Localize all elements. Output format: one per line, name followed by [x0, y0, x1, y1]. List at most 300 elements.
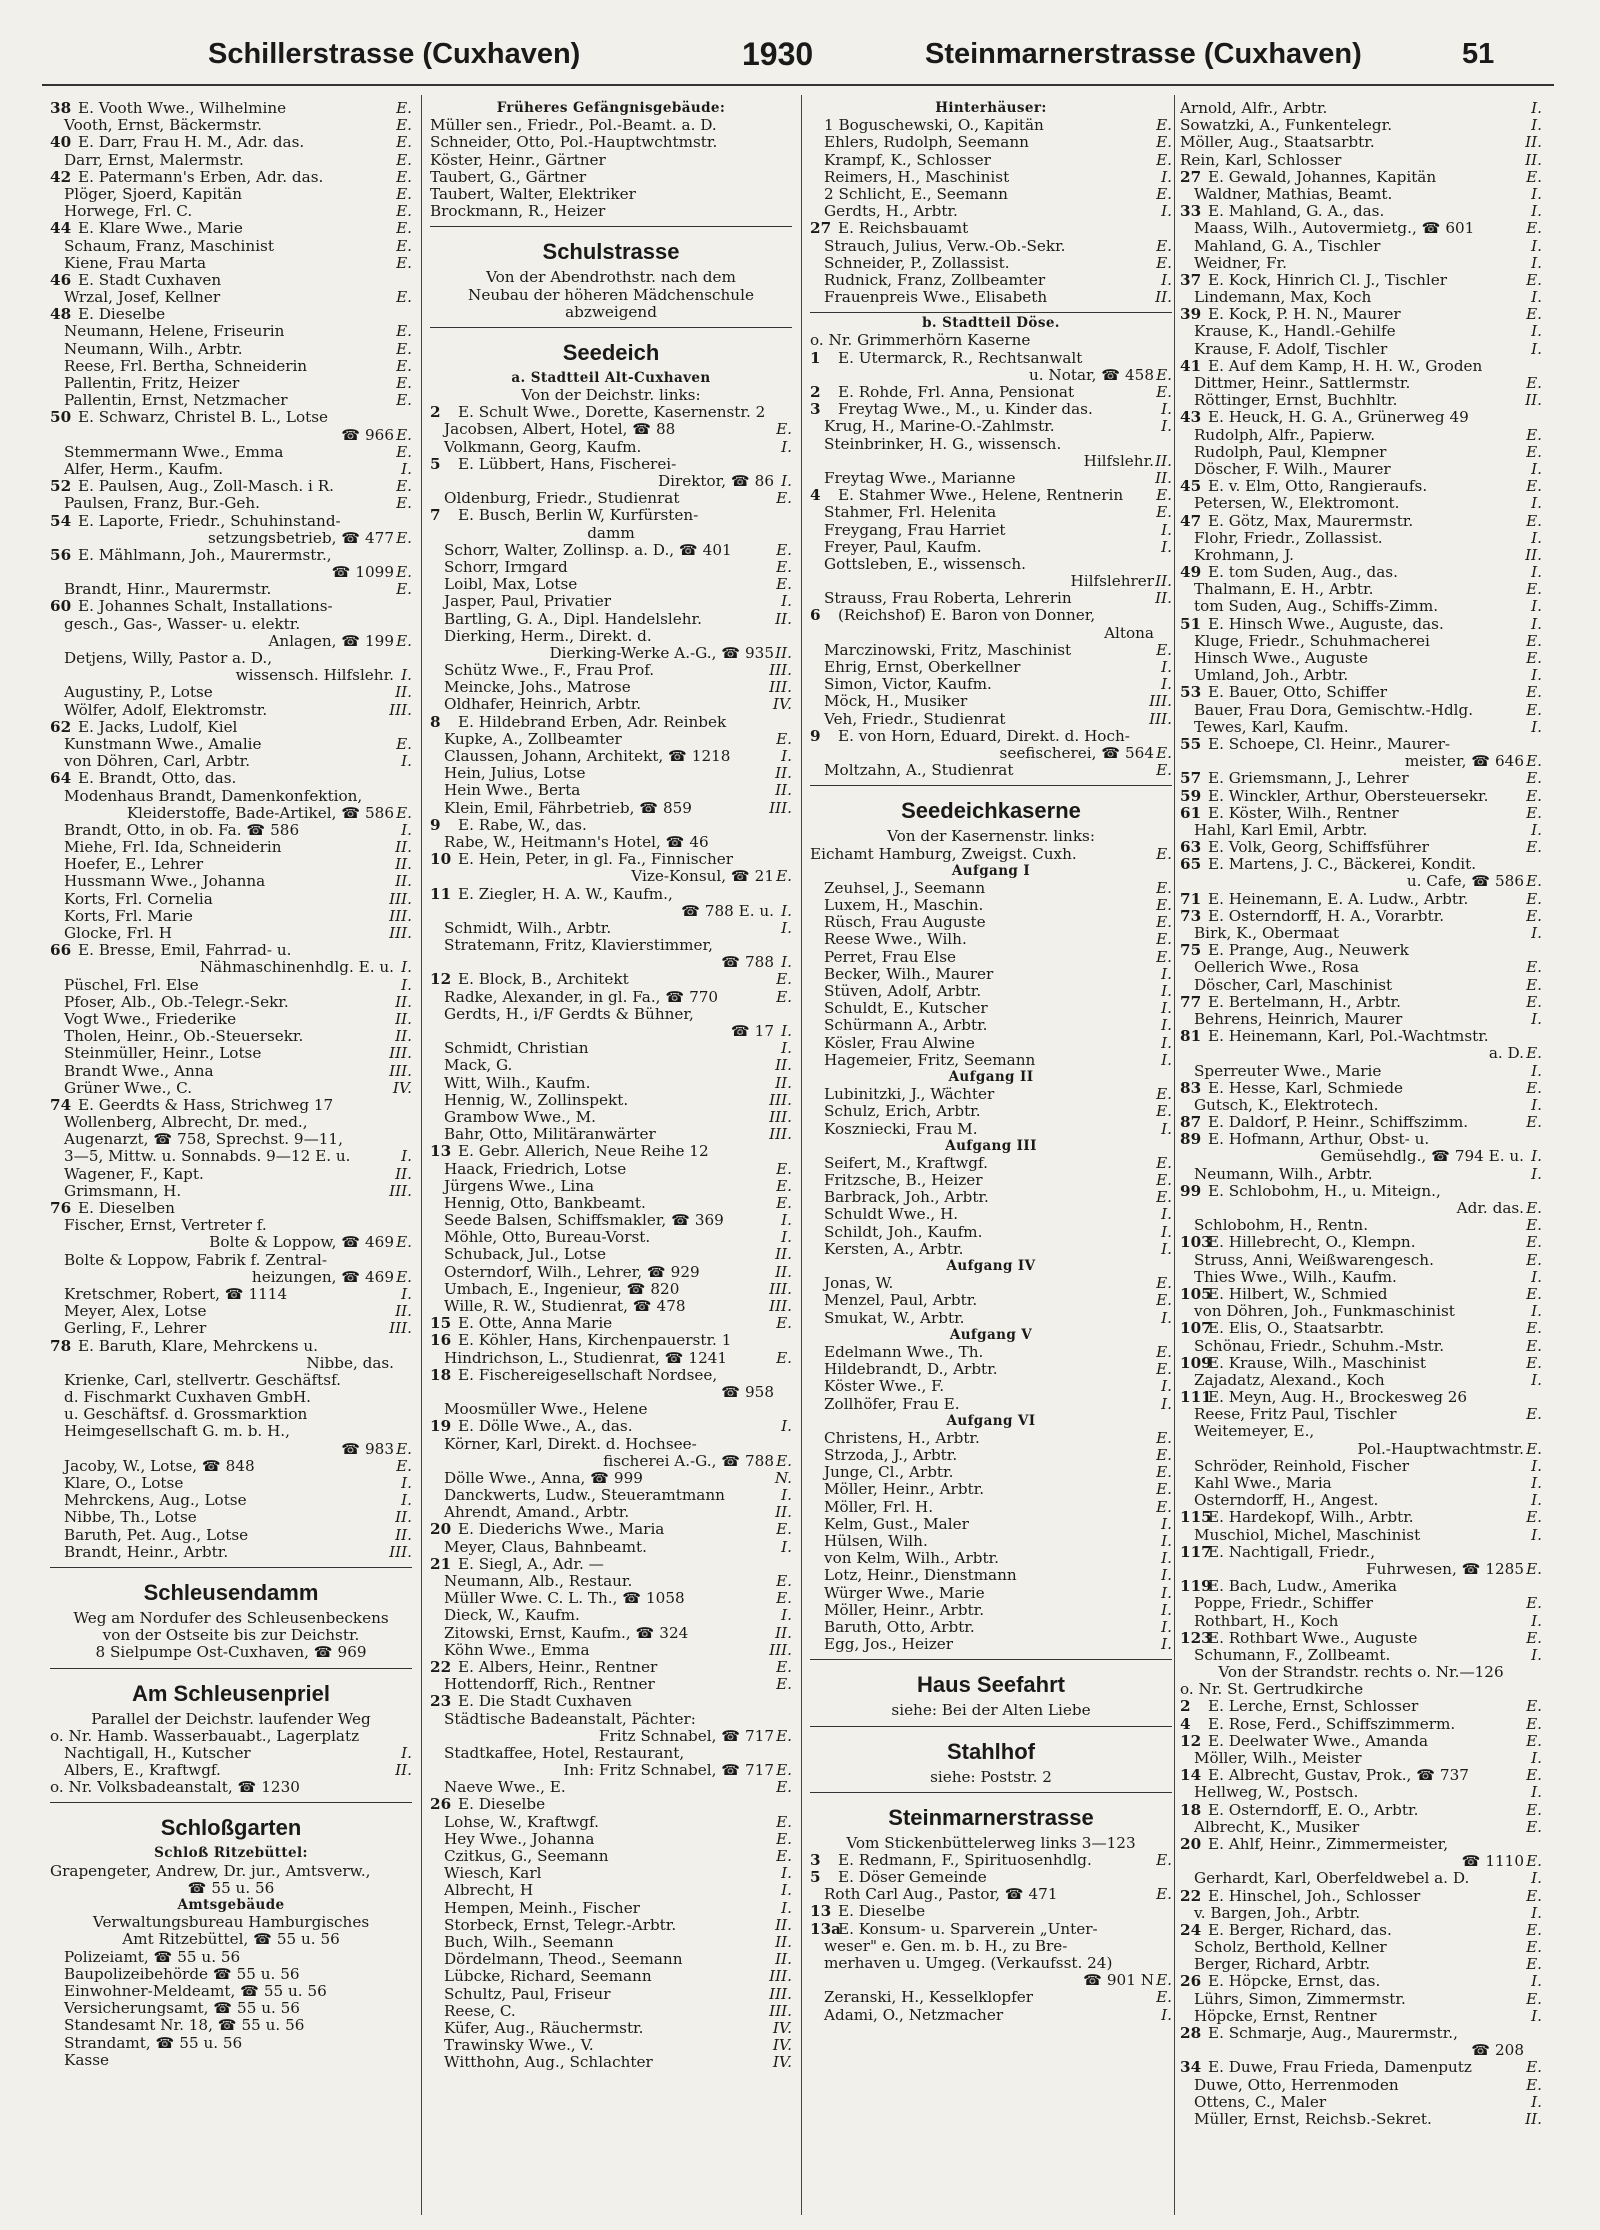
directory-entry — [810, 1103, 1172, 1120]
entry-text: E. Rothbart Wwe., Auguste — [1208, 1629, 1418, 1647]
entry-text: ☎ 17 — [730, 1023, 774, 1040]
directory-entry — [430, 1367, 792, 1384]
house-number: 4 — [810, 487, 821, 505]
floor-marker: I. — [401, 821, 412, 839]
directory-entry — [1180, 684, 1542, 701]
entry-text: Dieck, W., Kaufm. — [444, 1607, 580, 1625]
house-number: 61 — [1180, 804, 1202, 822]
floor-marker: E. — [396, 375, 412, 392]
entry-text: Reese, C. — [444, 2002, 516, 2020]
entry-text: E. Paulsen, Aug., Zoll-Masch. i R. — [78, 478, 334, 496]
directory-entry — [430, 1075, 792, 1092]
directory-entry — [50, 530, 412, 547]
directory-entry — [810, 590, 1172, 607]
directory-entry — [50, 220, 412, 237]
directory-entry — [430, 1487, 792, 1504]
directory-entry — [50, 598, 412, 615]
section-rule — [810, 785, 1172, 786]
directory-entry — [50, 1441, 412, 1458]
entry-text: o. Nr. St. Gertrudkirche — [1180, 1681, 1364, 1699]
entry-text: Möller, Heinr., Arbtr. — [824, 1601, 985, 1619]
entry-text: Modenhaus Brandt, Damenkonfektion, — [64, 787, 363, 805]
header-rule — [42, 84, 1554, 86]
floor-marker: III. — [389, 701, 412, 719]
directory-entry — [810, 1585, 1172, 1602]
floor-marker: E. — [776, 1315, 792, 1333]
floor-marker: I. — [1531, 1973, 1542, 1991]
entry-text: Mack, G. — [444, 1057, 513, 1075]
floor-marker: I. — [1531, 1612, 1542, 1630]
entry-text: E. Heinemann, E. A. Ludw., Arbtr. — [1208, 890, 1469, 908]
entry-text: Stadtkaffee, Hotel, Restaurant, — [444, 1744, 685, 1762]
entry-text: Korts, Frl. Marie — [64, 907, 193, 925]
floor-marker: E. — [1526, 1629, 1542, 1647]
directory-entry — [810, 1344, 1172, 1361]
directory-entry — [810, 1121, 1172, 1138]
directory-entry — [1180, 203, 1542, 220]
entry-text: Hinsch Wwe., Auguste — [1194, 650, 1369, 667]
entry-text: von Kelm, Wilh., Arbtr. — [824, 1550, 999, 1568]
directory-entry — [50, 461, 412, 478]
entry-text: Seifert, M., Kraftwgf. — [824, 1154, 988, 1172]
floor-marker: E. — [1526, 512, 1542, 530]
directory-entry — [430, 1350, 792, 1367]
directory-entry — [810, 169, 1172, 186]
entry-text: Maass, Wilh., Autovermietg., ☎ 601 — [1194, 220, 1475, 238]
floor-marker: I. — [1161, 271, 1172, 289]
entry-text: heizungen, ☎ 469 — [251, 1268, 394, 1286]
directory-entry — [430, 834, 792, 851]
entry-text: Scholz, Berthold, Kellner — [1194, 1939, 1387, 1957]
entry-text: Poppe, Friedr., Schiffer — [1194, 1595, 1373, 1613]
directory-entry — [1180, 942, 1542, 959]
directory-entry — [810, 1017, 1172, 1034]
directory-entry — [1180, 1389, 1542, 1406]
entry-text: Schneider, P., Zollassist. — [824, 254, 1010, 272]
floor-marker: E. — [1526, 684, 1542, 702]
directory-entry — [810, 693, 1172, 710]
street-heading: Schleusendamm — [143, 1579, 319, 1605]
floor-marker: I. — [781, 1487, 792, 1505]
directory-entry — [50, 169, 412, 186]
entry-text: u. Geschäftsf. d. Grossmarktion — [64, 1406, 308, 1424]
floor-marker: I. — [1161, 1567, 1172, 1585]
directory-entry — [810, 1224, 1172, 1241]
entry-text: Becker, Wilh., Maurer — [824, 965, 994, 983]
house-number: 119 — [1180, 1578, 1212, 1596]
entry-text: 2 Schlicht, E., Seemann — [824, 185, 1008, 203]
entry-text: E. Laporte, Friedr., Schuhinstand- — [78, 512, 341, 530]
entry-text: Brandt, Hinr., Maurermstr. — [64, 581, 272, 599]
street-heading: Stahlhof — [947, 1738, 1035, 1764]
floor-marker: E. — [776, 1762, 792, 1780]
directory-entry — [50, 839, 412, 856]
entry-text: Grüner Wwe., C. — [64, 1079, 193, 1097]
floor-marker: I. — [781, 1212, 792, 1230]
floor-marker: I. — [1161, 521, 1172, 539]
floor-marker: IV. — [772, 2054, 792, 2072]
floor-marker: I. — [1531, 821, 1542, 839]
house-number: 18 — [1180, 1801, 1202, 1819]
directory-entry — [1180, 1011, 1542, 1028]
house-number: 83 — [1180, 1079, 1202, 1097]
entry-text: Döscher, Carl, Maschinist — [1194, 976, 1393, 994]
directory-entry — [1180, 2042, 1542, 2059]
entry-text: Krause, F. Adolf, Tischler — [1194, 340, 1388, 358]
directory-entry — [50, 392, 412, 409]
floor-marker: I. — [1161, 1550, 1172, 1568]
floor-marker: E. — [1156, 931, 1172, 949]
directory-entry — [430, 1453, 792, 1470]
directory-entry — [1180, 1200, 1542, 1217]
entry-text: Reimers, H., Maschinist — [824, 168, 1010, 186]
floor-marker: E. — [1156, 151, 1172, 169]
entry-text: E. Schmarje, Aug., Maurermstr., — [1208, 2025, 1458, 2042]
house-number: 38 — [50, 100, 72, 117]
floor-marker: E. — [1526, 770, 1542, 788]
entry-text: Neumann, Helene, Friseurin — [64, 323, 285, 341]
entry-text: Hilfslehrer — [1070, 573, 1154, 591]
entry-text: Adami, O., Netzmacher — [824, 2006, 1004, 2024]
floor-marker: E. — [776, 868, 792, 886]
entry-text: Bolte & Loppow, Fabrik f. Zentral- — [64, 1251, 327, 1269]
directory-entry — [430, 1315, 792, 1332]
directory-entry — [430, 269, 792, 286]
entry-text: Strzoda, J., Arbtr. — [824, 1447, 958, 1465]
section-rule — [430, 226, 792, 227]
entry-text: Hein Wwe., Berta — [444, 782, 581, 800]
floor-marker: E. — [1526, 1217, 1542, 1235]
floor-marker: E. — [396, 340, 412, 358]
floor-marker: III. — [389, 907, 412, 925]
floor-marker: E. — [1526, 1595, 1542, 1613]
entry-text: Oellerich Wwe., Rosa — [1194, 959, 1359, 977]
entry-text: Luxem, H., Maschin. — [824, 897, 984, 915]
directory-entry — [1180, 1355, 1542, 1372]
floor-marker: E. — [776, 490, 792, 508]
floor-marker: E. — [396, 581, 412, 599]
floor-marker: I. — [401, 667, 412, 685]
directory-entry — [50, 908, 412, 925]
entry-text: Dierking-Werke A.-G., ☎ 935 — [549, 644, 774, 662]
floor-marker: I. — [1531, 1268, 1542, 1286]
directory-entry — [1180, 1131, 1542, 1148]
floor-marker: E. — [1526, 1320, 1542, 1338]
directory-entry — [50, 1097, 412, 1114]
entry-text: Marczinowski, Fritz, Maschinist — [824, 641, 1072, 659]
entry-text: Müller sen., Friedr., Pol.-Beamt. a. D. — [430, 117, 717, 135]
entry-text: Von der Strandstr. rechts o. Nr.—126 — [1218, 1664, 1504, 1682]
directory-entry — [50, 1200, 412, 1217]
entry-text: Hoefer, E., Lehrer — [64, 856, 204, 874]
floor-marker: I. — [781, 1607, 792, 1625]
directory-entry — [810, 828, 1172, 845]
floor-marker: E. — [1526, 1921, 1542, 1939]
directory-entry — [50, 186, 412, 203]
house-number: 20 — [1180, 1835, 1202, 1853]
entry-text: Oldenburg, Friedr., Studienrat — [444, 490, 680, 508]
house-number: 13 — [810, 1903, 832, 1921]
floor-marker: I. — [1531, 1492, 1542, 1510]
directory-entry — [430, 576, 792, 593]
entry-text: Eichamt Hamburg, Zweigst. Cuxh. — [810, 845, 1077, 863]
house-number: 109 — [1180, 1354, 1212, 1372]
directory-entry — [50, 238, 412, 255]
directory-entry — [810, 1241, 1172, 1258]
entry-text: Hennig, W., Zollinspekt. — [444, 1091, 629, 1109]
directory-entry — [50, 1372, 412, 1389]
entry-text: wissensch. Hilfslehr. — [235, 667, 394, 685]
floor-marker: E. — [1526, 650, 1542, 667]
house-number: 12 — [1180, 1732, 1202, 1750]
entry-text: Simon, Victor, Kaufm. — [824, 676, 992, 694]
entry-text: Anlagen, ☎ 199 — [268, 632, 394, 650]
directory-entry — [810, 1275, 1172, 1292]
directory-entry — [1180, 1939, 1542, 1956]
house-number: 7 — [430, 507, 441, 525]
entry-text: a. Stadtteil Alt-Cuxhaven — [511, 369, 711, 386]
entry-text: Vom Stickenbüttelerweg links 3—123 — [846, 1834, 1136, 1852]
directory-entry — [50, 1423, 412, 1440]
directory-entry — [1180, 117, 1542, 134]
directory-entry — [810, 539, 1172, 556]
entry-text: Lubinitzki, J., Wächter — [824, 1086, 995, 1104]
entry-text: E. Hesse, Karl, Schmiede — [1208, 1079, 1404, 1097]
directory-entry — [50, 2052, 412, 2069]
house-number: 89 — [1180, 1131, 1202, 1149]
entry-text: Christens, H., Arbtr. — [824, 1429, 980, 1447]
entry-text: E. Berger, Richard, das. — [1208, 1921, 1392, 1939]
floor-marker: I. — [1161, 1618, 1172, 1636]
floor-marker: II. — [395, 1762, 412, 1780]
entry-text: E. Hinsch Wwe., Auguste, das. — [1208, 615, 1444, 633]
directory-entry — [50, 977, 412, 994]
column-divider — [421, 95, 422, 2215]
floor-marker: E. — [1156, 1343, 1172, 1361]
directory-entry — [50, 719, 412, 736]
house-number: 27 — [810, 220, 832, 238]
floor-marker: I. — [781, 473, 792, 490]
entry-text: Horwege, Frl. C. — [64, 203, 193, 221]
directory-entry — [1180, 134, 1542, 151]
house-number: 34 — [1180, 2059, 1202, 2077]
entry-text: Grimsmann, H. — [64, 1182, 182, 1200]
subheading — [810, 1138, 1172, 1155]
floor-marker: I. — [1531, 323, 1542, 341]
floor-marker: I. — [1531, 254, 1542, 272]
directory-entry — [810, 2007, 1172, 2024]
entry-text: Möhle, Otto, Bureau-Vorst. — [444, 1229, 651, 1247]
directory-entry — [810, 255, 1172, 272]
directory-entry — [1180, 323, 1542, 340]
directory-entry — [1180, 547, 1542, 564]
entry-text: Frauenpreis Wwe., Elisabeth — [824, 289, 1048, 307]
floor-marker: E. — [396, 168, 412, 186]
house-number: 5 — [810, 1869, 821, 1887]
floor-marker: E. — [1156, 641, 1172, 659]
entry-text: Aufgang II — [948, 1068, 1034, 1085]
floor-marker: E. — [1156, 185, 1172, 203]
entry-text: Buch, Wilh., Seemann — [444, 1933, 614, 1951]
directory-entry — [810, 1886, 1172, 1903]
entry-text: Wollenberg, Albrecht, Dr. med., — [64, 1114, 308, 1132]
entry-text: Taubert, G., Gärtner — [430, 168, 587, 186]
entry-text: E. Meyn, Aug. H., Brockesweg 26 — [1208, 1389, 1468, 1407]
subheading — [810, 100, 1172, 117]
house-number: 76 — [50, 1200, 72, 1217]
entry-text: E. Götz, Max, Maurermstr. — [1208, 512, 1414, 530]
directory-entry — [1180, 1819, 1542, 1836]
directory-entry — [50, 203, 412, 220]
floor-marker: E. — [776, 1590, 792, 1608]
entry-text: E. Ahlf, Heinr., Zimmermeister, — [1208, 1835, 1449, 1853]
directory-entry — [1180, 495, 1542, 512]
floor-marker: II. — [775, 644, 792, 662]
floor-marker: I. — [781, 1538, 792, 1556]
floor-marker: E. — [1526, 1200, 1542, 1217]
entry-text: Rothbart, H., Koch — [1194, 1612, 1339, 1630]
directory-entry — [430, 1900, 792, 1917]
entry-text: E. Köhler, Hans, Kirchenpauerstr. 1 — [458, 1332, 732, 1350]
house-number: 111 — [1180, 1389, 1212, 1407]
entry-text: E. Stadt Cuxhaven — [78, 271, 222, 289]
floor-marker: I. — [781, 954, 792, 972]
entry-text: Oldhafer, Heinrich, Arbtr. — [444, 696, 642, 714]
directory-entry — [430, 851, 792, 868]
entry-text: Meyer, Claus, Bahnbeamt. — [444, 1538, 647, 1556]
directory-entry — [50, 547, 412, 564]
directory-entry — [50, 1966, 412, 1983]
directory-entry — [50, 805, 412, 822]
floor-marker: I. — [401, 1744, 412, 1762]
floor-marker: I. — [781, 902, 792, 920]
directory-entry — [810, 1636, 1172, 1653]
entry-text: Krienke, Carl, stellvertr. Geschäftsf. — [64, 1371, 341, 1389]
entry-text: u. Cafe, ☎ 586 — [1406, 873, 1524, 891]
house-number: 5 — [430, 455, 441, 473]
floor-marker: E. — [396, 478, 412, 496]
floor-marker: E. — [776, 1658, 792, 1676]
entry-text: E. Dieselbe — [78, 306, 166, 324]
directory-entry — [1180, 1114, 1542, 1131]
entry-text: E. Deelwater Wwe., Amanda — [1208, 1732, 1429, 1750]
house-number: 12 — [430, 971, 452, 989]
directory-entry — [1180, 444, 1542, 461]
floor-marker: I. — [1161, 168, 1172, 186]
floor-marker: I. — [1531, 1904, 1542, 1922]
directory-entry — [810, 897, 1172, 914]
floor-marker: E. — [1156, 879, 1172, 897]
directory-entry — [50, 684, 412, 701]
entry-text: Kiene, Frau Marta — [64, 254, 207, 272]
floor-marker: E. — [1526, 907, 1542, 925]
directory-entry — [50, 1610, 412, 1627]
entry-text: E. Rose, Ferd., Schiffszimmerm. — [1208, 1715, 1456, 1733]
directory-entry — [810, 504, 1172, 521]
entry-text: Weg am Nordufer des Schleusenbeckens — [73, 1609, 389, 1627]
house-number: 47 — [1180, 512, 1202, 530]
directory-entry — [1180, 238, 1542, 255]
directory-entry — [810, 762, 1172, 779]
floor-marker: I. — [1161, 401, 1172, 419]
floor-marker: E. — [396, 804, 412, 822]
floor-marker: II. — [775, 1504, 792, 1522]
floor-marker: II. — [775, 1057, 792, 1075]
entry-text: Schulz, Erich, Arbtr. — [824, 1103, 981, 1121]
entry-text: E. Rabe, W., das. — [458, 816, 587, 834]
entry-text: Osterndorff, H., Angest. — [1194, 1492, 1379, 1510]
entry-text: Schumann, F., Zollbeamt. — [1194, 1646, 1391, 1664]
entry-text: Darr, Ernst, Malermstr. — [64, 151, 244, 169]
floor-marker: II. — [1155, 289, 1172, 307]
floor-marker: III. — [389, 1182, 412, 1200]
directory-entry — [1180, 1561, 1542, 1578]
entry-text: Bauer, Frau Dora, Gemischtw.-Hdlg. — [1194, 701, 1474, 719]
entry-text: Müller Wwe. C. L. Th., ☎ 1058 — [444, 1590, 685, 1608]
section-rule — [50, 1802, 412, 1803]
entry-text: Stüven, Adolf, Arbtr. — [824, 983, 982, 1000]
directory-entry — [1180, 839, 1542, 856]
house-number: 52 — [50, 478, 72, 496]
entry-text: merhaven u. Umgeg. (Verkaufsst. 24) — [824, 1955, 1113, 1972]
house-number: 37 — [1180, 271, 1202, 289]
entry-text: Gutsch, K., Elektrotech. — [1194, 1096, 1379, 1114]
floor-marker: E. — [396, 426, 412, 444]
directory-entry — [50, 1458, 412, 1475]
floor-marker: I. — [401, 1492, 412, 1510]
entry-text: Albrecht, K., Musiker — [1194, 1818, 1360, 1836]
directory-entry — [50, 1863, 412, 1880]
directory-entry — [810, 1086, 1172, 1103]
directory-entry — [1180, 1252, 1542, 1269]
floor-marker: E. — [776, 1830, 792, 1848]
entry-text: Kösler, Frau Alwine — [824, 1034, 975, 1052]
entry-text: Fuhrwesen, ☎ 1285 — [1366, 1560, 1524, 1578]
floor-marker: E. — [1526, 478, 1542, 496]
floor-marker: II. — [775, 1916, 792, 1934]
directory-entry — [1180, 2025, 1542, 2042]
directory-entry — [1180, 616, 1542, 633]
entry-text: Loibl, Max, Lotse — [444, 576, 578, 594]
floor-marker: II. — [1525, 2110, 1542, 2128]
entry-text: siehe: Poststr. 2 — [930, 1768, 1052, 1786]
directory-entry — [50, 478, 412, 495]
entry-text: E. Bach, Ludw., Amerika — [1208, 1578, 1397, 1596]
entry-text: Kasse — [64, 2051, 109, 2069]
page-header — [0, 0, 1600, 100]
directory-entry — [50, 117, 412, 134]
entry-text: Klare, O., Lotse — [64, 1475, 184, 1492]
section-rule — [810, 1726, 1172, 1727]
directory-entry — [430, 679, 792, 696]
directory-entry — [50, 409, 412, 426]
directory-entry — [50, 1544, 412, 1561]
entry-text: E. Jacks, Ludolf, Kiel — [78, 718, 238, 736]
directory-entry — [1180, 1647, 1542, 1664]
floor-marker: I. — [1161, 983, 1172, 1000]
entry-text: Junge, Cl., Arbtr. — [824, 1464, 954, 1482]
directory-entry — [810, 203, 1172, 220]
directory-entry — [430, 1865, 792, 1882]
floor-marker: E. — [1526, 701, 1542, 719]
directory-entry — [810, 350, 1172, 367]
entry-text: Döscher, F. Wilh., Maurer — [1194, 460, 1391, 478]
directory-entry — [430, 937, 792, 954]
house-number: 27 — [1180, 168, 1202, 186]
entry-text: E. Höpcke, Ernst, das. — [1208, 1973, 1381, 1991]
entry-text: E. Dölle Wwe., A., das. — [458, 1418, 633, 1436]
entry-text: damm — [587, 524, 635, 542]
